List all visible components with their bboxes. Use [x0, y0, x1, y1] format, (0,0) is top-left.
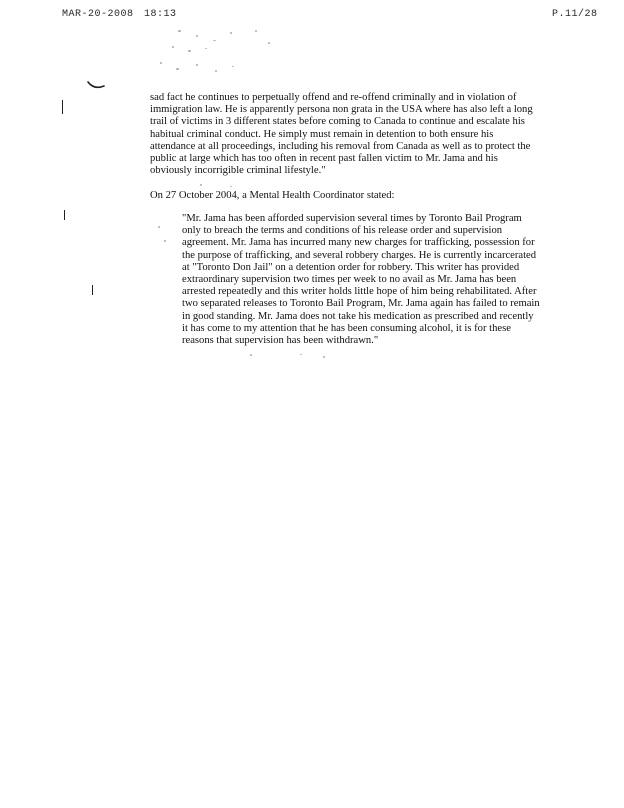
speckle [160, 62, 162, 64]
fax-page-number: P.11/28 [552, 9, 598, 20]
paragraph-continuation: sad fact he continues to perpetually offend and re-offend criminally and in violation of immigration law. He is apparently persona non grata in the USA where has also left a long trail of victims in 3 different states before coming to Canada to continue and escalate his habitual criminal conduct. He simply must remain in detention to both ensure his attendance at all proceedings, including his removal from Canada as well as to protect the public at large which has too often in recent past fallen victim to Mr. Jama and his obviously incorrigible criminal lifestyle." [150, 92, 533, 177]
speckle [323, 356, 325, 358]
speckle [232, 66, 234, 67]
speckle [196, 64, 198, 66]
fax-header [0, 9, 624, 23]
curve-mark [86, 78, 108, 92]
block-quote: "Mr. Jama has been afforded supervision several times by Toronto Bail Program only to breach the terms and conditions of his release order and supervision agreement. Mr. Jama has incurred many new charges for trafficking, possession for the purpose of trafficking, and several robbery charges. He is currently incarcerated at "Toronto Don Jail" on a detention order for robbery. This writer has provided extraordinary supervision two times per week to no avail as Mr. Jama has been arrested repeatedly and this writer holds little hope of him being rehabilitated. After two separated releases to Toronto Bail Program, Mr. Jama again has failed to remain in good standing. Mr. Jama does not take his medication as prescribed and recently it has come to my attention that he has been consuming alcohol, it is for these reasons that supervision has been withdrawn." [182, 213, 540, 347]
speckle [200, 184, 202, 186]
margin-mark [64, 210, 65, 220]
speckle [172, 46, 174, 48]
fax-date: MAR-20-2008 [62, 9, 134, 20]
speckle [215, 70, 217, 72]
speckle [268, 42, 270, 44]
speckle [158, 226, 160, 228]
speckle [213, 40, 216, 41]
speckle [196, 35, 198, 37]
margin-mark [92, 285, 93, 295]
speckle [230, 32, 232, 34]
speckle [164, 240, 166, 242]
speckle [178, 30, 181, 32]
speckle [205, 48, 207, 49]
speckle [188, 50, 191, 52]
paragraph-intro: On 27 October 2004, a Mental Health Coordinator stated: [150, 190, 395, 201]
speckle [230, 186, 232, 187]
speckle [176, 68, 179, 70]
fax-time: 18:13 [144, 9, 177, 20]
margin-mark [62, 100, 63, 114]
speckle [255, 30, 257, 32]
speckle [250, 354, 252, 356]
speckle [300, 354, 302, 355]
